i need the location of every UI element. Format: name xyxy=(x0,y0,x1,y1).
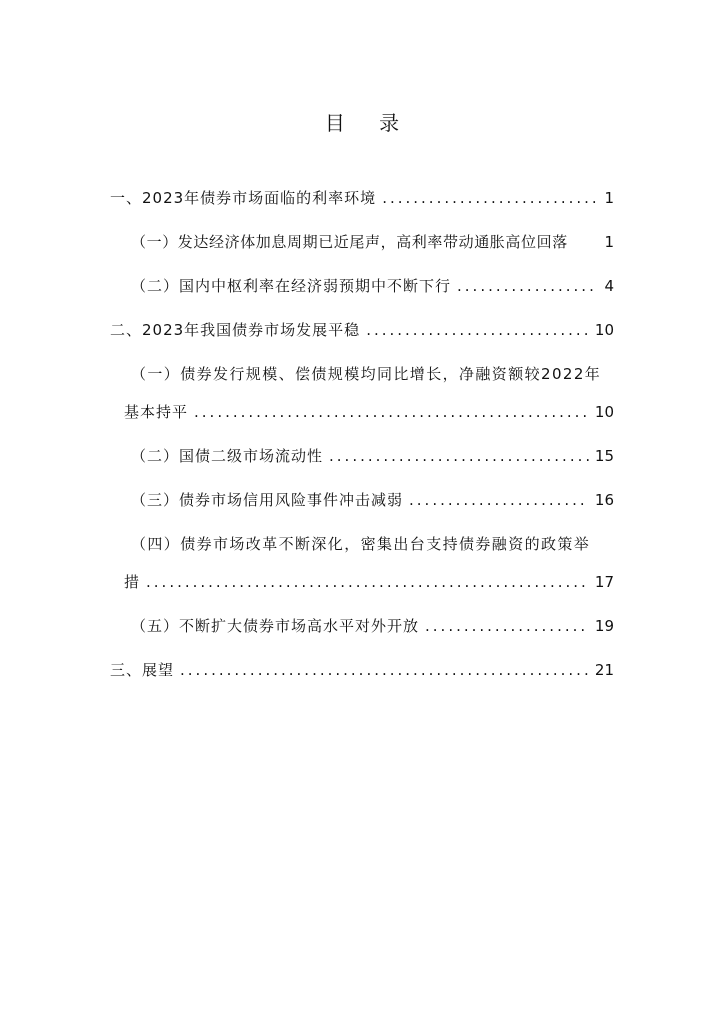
toc-dot-leader xyxy=(382,188,598,208)
toc-page-number: 4 xyxy=(604,277,614,295)
toc-dot-leader xyxy=(194,402,589,422)
toc-title: 目 录 xyxy=(324,111,414,135)
toc-entry-text: 措 xyxy=(124,573,141,591)
toc-entry-3[interactable] xyxy=(110,660,614,680)
toc-page-number: 21 xyxy=(594,661,614,679)
toc-entry-2-2[interactable] xyxy=(131,446,614,466)
toc-entry-text: （五）不断扩大债券市场高水平对外开放 xyxy=(131,617,420,635)
toc-entry-text: 基本持平 xyxy=(124,403,189,421)
toc-page-number: 1 xyxy=(604,189,614,207)
toc-entry-2-4[interactable] xyxy=(124,572,614,592)
toc-dot-leader xyxy=(409,490,589,510)
toc-dot-leader xyxy=(329,446,589,466)
toc-page-number: 10 xyxy=(594,403,614,421)
toc-entry-text: 二、2023年我国债券市场发展平稳 xyxy=(110,321,361,339)
toc-dot-leader xyxy=(146,572,589,592)
toc-entry-2-3[interactable] xyxy=(131,490,614,510)
toc-entry-2[interactable] xyxy=(110,320,614,340)
toc-entry-text: （二）国债二级市场流动性 xyxy=(131,447,324,465)
toc-dot-leader xyxy=(366,320,589,340)
toc-entry-2-4-first-line[interactable]: （四）债券市场改革不断深化，密集出台支持债券融资的政策举 xyxy=(131,535,591,553)
toc-entry-text: （三）债券市场信用风险事件冲击减弱 xyxy=(131,491,404,509)
toc-page-number: 15 xyxy=(594,447,614,465)
toc-entry-2-1-first-line[interactable]: （一）债券发行规模、偿债规模均同比增长，净融资额较2022年 xyxy=(131,365,602,383)
toc-entry-1[interactable] xyxy=(110,188,614,208)
toc-page-number: 1 xyxy=(604,233,614,251)
toc-entry-1-1[interactable] xyxy=(131,232,614,252)
toc-page-number: 16 xyxy=(594,491,614,509)
toc-entry-text: （一）发达经济体加息周期已近尾声，高利率带动通胀高位回落 xyxy=(131,233,568,251)
toc-page-number: 19 xyxy=(594,617,614,635)
toc-entry-text: 三、展望 xyxy=(110,661,175,679)
toc-entry-1-2[interactable] xyxy=(131,276,614,296)
toc-entry-text: 一、2023年债券市场面临的利率环境 xyxy=(110,189,377,207)
toc-entry-2-1[interactable] xyxy=(124,402,614,422)
toc-dot-leader xyxy=(180,660,589,680)
toc-entry-text: （二）国内中枢利率在经济弱预期中不断下行 xyxy=(131,277,452,295)
toc-dot-leader xyxy=(457,276,598,296)
toc-page-number: 17 xyxy=(594,573,614,591)
toc-entry-2-5[interactable] xyxy=(131,616,614,636)
toc-page-number: 10 xyxy=(594,321,614,339)
toc-dot-leader xyxy=(425,616,589,636)
